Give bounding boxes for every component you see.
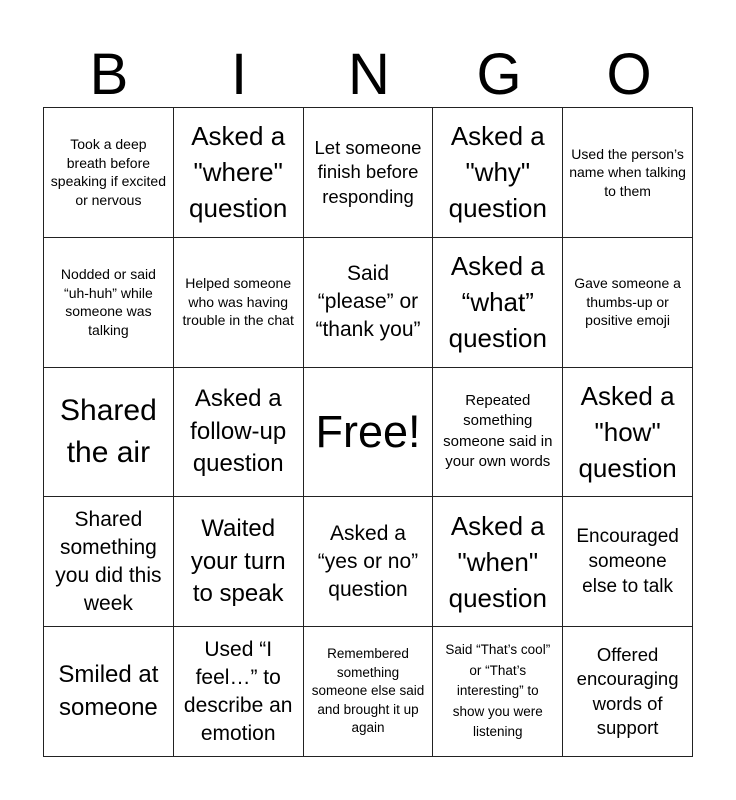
cell-text: Offered encouraging words of support bbox=[576, 643, 679, 739]
cell-text: Used the person’s name when talking to them bbox=[569, 145, 686, 199]
cell-text: Waited your turn to speak bbox=[190, 515, 286, 608]
cell-text: Asked a "where" question bbox=[189, 121, 288, 224]
bingo-cell[interactable] bbox=[563, 497, 693, 627]
cell-text: Asked a follow-up question bbox=[190, 385, 287, 478]
bingo-header bbox=[44, 44, 694, 106]
bingo-cell[interactable] bbox=[433, 238, 563, 368]
bingo-cell[interactable] bbox=[433, 627, 563, 757]
bingo-cell[interactable] bbox=[304, 627, 434, 757]
bingo-cell[interactable] bbox=[174, 368, 304, 498]
bingo-cell[interactable] bbox=[563, 238, 693, 368]
cell-text: Nodded or said “uh-huh” while someone was talking bbox=[60, 266, 156, 338]
cell-text: Gave someone a thumbs-up or positive emoji bbox=[574, 275, 681, 329]
cell-text: Let someone finish before responding bbox=[314, 136, 422, 207]
header-letter-n: N bbox=[348, 42, 390, 107]
bingo-cell[interactable] bbox=[304, 497, 434, 627]
free-space[interactable] bbox=[304, 368, 434, 498]
cell-text: Encouraged someone else to talk bbox=[576, 526, 679, 598]
cell-text: Asked a "why" question bbox=[448, 121, 547, 224]
cell-text: Asked a "how" question bbox=[578, 380, 677, 483]
free-label: Free! bbox=[315, 405, 421, 457]
cell-text: Helped someone who was having trouble in the chat bbox=[182, 275, 294, 329]
bingo-cell[interactable] bbox=[174, 108, 304, 238]
cell-text: Took a deep breath before speaking if excited or nervous bbox=[50, 136, 166, 208]
cell-text: Said “please” or “thank you” bbox=[315, 262, 421, 342]
bingo-cell[interactable] bbox=[563, 627, 693, 757]
bingo-board bbox=[43, 107, 693, 757]
bingo-cell[interactable] bbox=[44, 497, 174, 627]
bingo-cell[interactable] bbox=[44, 238, 174, 368]
bingo-cell[interactable] bbox=[44, 368, 174, 498]
bingo-cell[interactable] bbox=[563, 108, 693, 238]
bingo-cell[interactable] bbox=[304, 108, 434, 238]
header-letter-o: O bbox=[606, 42, 652, 107]
bingo-cell[interactable] bbox=[174, 238, 304, 368]
cell-text: Shared something you did this week bbox=[55, 507, 162, 615]
cell-text: Used “I feel…” to describe an emotion bbox=[183, 637, 293, 745]
cell-text: Remembered something someone else said and brought it up again bbox=[311, 646, 425, 736]
header-letter-g: G bbox=[476, 42, 522, 107]
bingo-cell[interactable] bbox=[174, 627, 304, 757]
cell-text: Asked a “yes or no” question bbox=[317, 521, 419, 601]
bingo-cell[interactable] bbox=[174, 497, 304, 627]
bingo-cell[interactable] bbox=[433, 108, 563, 238]
cell-text: Said “That’s cool” or “That’s interesting” to show you were listening bbox=[445, 642, 551, 740]
bingo-cell[interactable] bbox=[433, 497, 563, 627]
bingo-cell[interactable] bbox=[563, 368, 693, 498]
bingo-cell[interactable] bbox=[44, 627, 174, 757]
cell-text: Asked a "when" question bbox=[448, 510, 547, 613]
bingo-cell[interactable] bbox=[44, 108, 174, 238]
cell-text: Smiled at someone bbox=[58, 661, 159, 721]
cell-text: Repeated something someone said in your own words bbox=[443, 391, 553, 471]
bingo-cell[interactable] bbox=[433, 368, 563, 498]
bingo-cell[interactable] bbox=[304, 238, 434, 368]
header-letter-b: B bbox=[89, 42, 129, 107]
header-letter-i: I bbox=[230, 42, 248, 107]
cell-text: Asked a “what” question bbox=[448, 251, 547, 354]
cell-text: Shared the air bbox=[60, 393, 157, 469]
